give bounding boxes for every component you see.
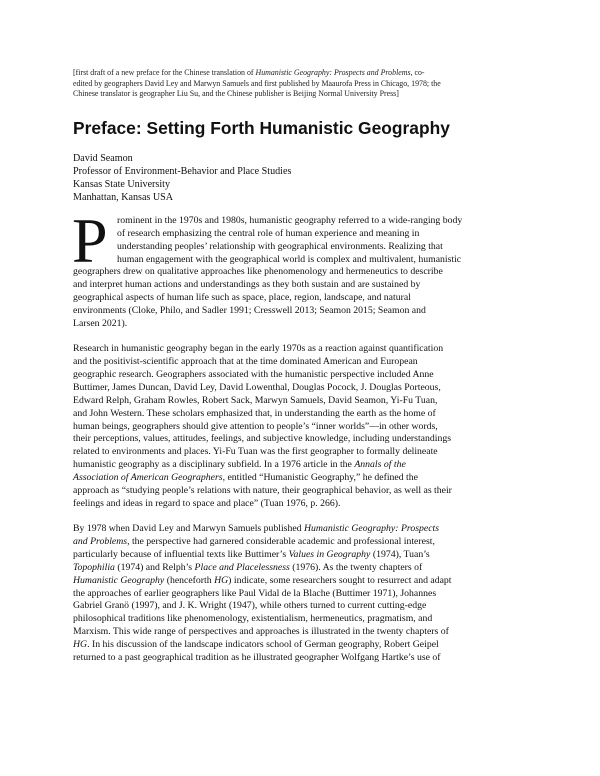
text-line: human beings, geographers should give attention to people’s “inner worlds”—in other words, [73,420,438,432]
author-location: Manhattan, Kansas USA [73,191,174,203]
text-line: their perceptions, values, attitudes, feelings, and subjective knowledge, including understandings [73,433,451,445]
text-line: and John Western. These scholars emphasized that, in understanding the earth as the home of [73,407,436,419]
text-line: human engagement with the geographical world is complex and multivalent, humanistic [117,253,462,265]
text-line: Humanistic Geography (henceforth HG) indicate, some researchers sought to resurrect and adapt [73,574,452,586]
text-line: the approaches of earlier geographers like Paul Vidal de la Blache (Buttimer 1971), Johannes [73,587,437,599]
text-line: Gabriel Granö (1997), and J. K. Wright (1947), while others turned to current cutting-edge [73,600,427,612]
draft-note-line: edited by geographers David Ley and Marwyn Samuels and first published by Maaurofa Press in Chicago, 1978; the [73,78,441,88]
text-line: Topophilia (1974) and Relph’s Place and Placelessness (1976). As the twenty chapters of [73,561,423,573]
text-line: Larsen 2021). [73,317,128,329]
author-institution: Kansas State University [73,178,170,190]
author-block [73,153,528,205]
text-line: humanistic geography as a disciplinary subfield. In a 1976 article in the Annals of the [73,459,406,471]
text-line: geographical aspects of human life such as space, place, region, landscape, and natural [73,292,411,304]
text-line: and interpret human actions and understandings as they both sustain and are sustained by [73,279,421,291]
paragraph-3 [73,523,529,664]
text-line: Research in humanistic geography began in the early 1970s as a reaction against quantification [73,343,444,355]
draft-note [73,68,528,100]
text-line: and Problems, the perspective had garnered considerable academic and professional interest, [73,536,435,548]
text-line: of research emphasizing the central role of human experience and meaning in [117,227,420,239]
text-line: rominent in the 1970s and 1980s, humanistic geography referred to a wide-ranging body [117,215,463,226]
text-line: related to environments and places. Yi-Fu Tuan was the first geographer to formally delineate [73,446,438,458]
text-line: Marxism. This wide range of perspectives and approaches is illustrated in the twenty chapters of [73,626,449,638]
text-line: Buttimer, James Duncan, David Ley, David Lowenthal, Douglas Pocock, J. Douglas Porteous, [73,382,441,394]
text-line: returned to a past geographical tradition as he illustrated geographer Wolfgang Hartke’s use of [73,651,441,663]
author-name: David Seamon [73,153,133,164]
text-line: approach as “studying people’s relations with nature, their geographical behavior, as well as their [73,484,452,496]
text-line: particularly because of influential texts like Buttimer’s Values in Geography (1974), Tuan’s [73,549,430,561]
text-line: understanding peoples’ relationship with geographical environments. Realizing that [117,240,443,252]
text-line: By 1978 when David Ley and Marwyn Samuels published Humanistic Geography: Prospects [73,523,440,535]
paragraph-1 [73,215,529,331]
text-line: geographic research. Geographers associated with the humanistic perspective included Anne [73,369,434,381]
text-line: Edward Relph, Graham Rowles, Robert Sack, Marwyn Samuels, David Seamon, Yi-Fu Tuan, [73,394,438,406]
text-line: Association of American Geographers, entitled “Humanistic Geography,” he defined the [73,471,418,483]
body-text [73,215,529,678]
text-line: environments (Cloke, Philo, and Sadler 1991; Cresswell 2013; Seamon 2015; Seamon and [73,304,426,316]
page-title: Preface: Setting Forth Humanistic Geography [73,118,450,138]
author-position: Professor of Environment-Behavior and Place Studies [73,165,292,177]
text-line: feelings and ideas in regard to space and place” (Tuan 1976, p. 266). [73,497,341,509]
text-line: philosophical traditions like phenomenology, existentialism, hermeneutics, pragmatism, and [73,613,433,625]
text-line: HG. In his discussion of the landscape indicators school of German geography, Robert Geipel [73,638,439,650]
draft-note-line: Chinese translator is geographer Liu Su, and the Chinese publisher is Beijing Normal University Press] [73,89,399,99]
paragraph-2 [73,343,529,510]
text-line: geographers drew on qualitative approaches like phenomenology and hermeneutics to describe [73,266,443,278]
draft-note-line: [first draft of a new preface for the Chinese translation of Humanistic Geography: Prospects and Problems, co- [73,68,425,77]
drop-cap: P [72,205,108,276]
text-line: and the positivist-scientific approach that at the time dominated American and European [73,356,418,368]
